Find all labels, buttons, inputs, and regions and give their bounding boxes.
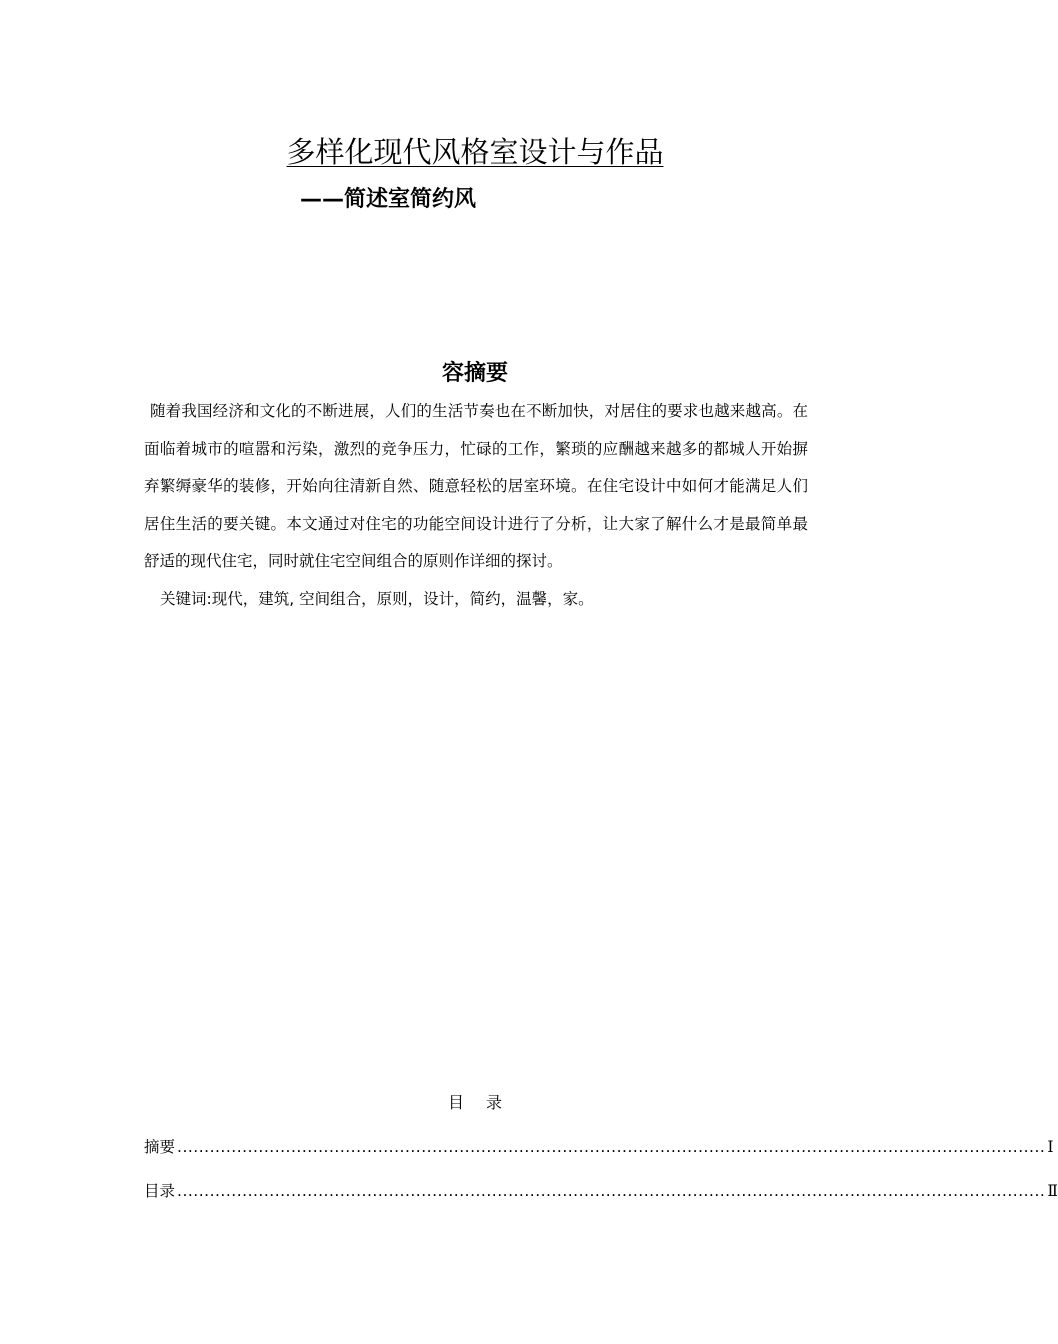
document-title [0, 130, 950, 174]
document-title-text: 多样化现代风格室设计与作品 [286, 135, 664, 169]
toc-entry-page: Ⅱ [1047, 1182, 1058, 1200]
toc-heading [0, 1090, 950, 1116]
keywords-line: 关键词:现代，建筑, 空间组合，原则，设计，简约，温馨，家。 [160, 590, 594, 608]
toc-dot-leader: ................................................................................................................................................................ [177, 1182, 1046, 1200]
toc-dot-leader: ................................................................................................................................................................ [177, 1138, 1046, 1156]
toc-entry-label[interactable]: 目录 [144, 1182, 176, 1200]
toc-list [144, 1134, 1058, 1222]
abstract-body: 随着我国经济和文化的不断进展，人们的生活节奏也在不断加快，对居住的要求也越来越高。在面临着城市的喧嚣和污染，激烈的竞争压力，忙碌的工作，繁琐的应酬越来越多的都城人开始摒弃繁缛豪华的装修，开始向往清新自然、随意轻松的居室环境。在住宅设计中如何才能满足人们居住生活的要关键。本文通过对住宅的功能空间设计进行了分析，让大家了解什么才是最简单最舒适的现代住宅，同时就住宅空间组合的原则作详细的探讨。 [144, 402, 808, 570]
toc-entry[interactable] [144, 1134, 1054, 1178]
toc-entry[interactable] [144, 1178, 1058, 1222]
toc-entry-label[interactable]: 摘要 [144, 1138, 176, 1156]
document-subtitle: ——简述室简约风 [300, 187, 477, 212]
toc-heading-right: 录 [486, 1093, 503, 1112]
toc-heading-left: 目 [447, 1093, 464, 1112]
toc-entry-page: Ⅰ [1047, 1138, 1054, 1156]
abstract-heading: 容摘要 [441, 361, 508, 386]
